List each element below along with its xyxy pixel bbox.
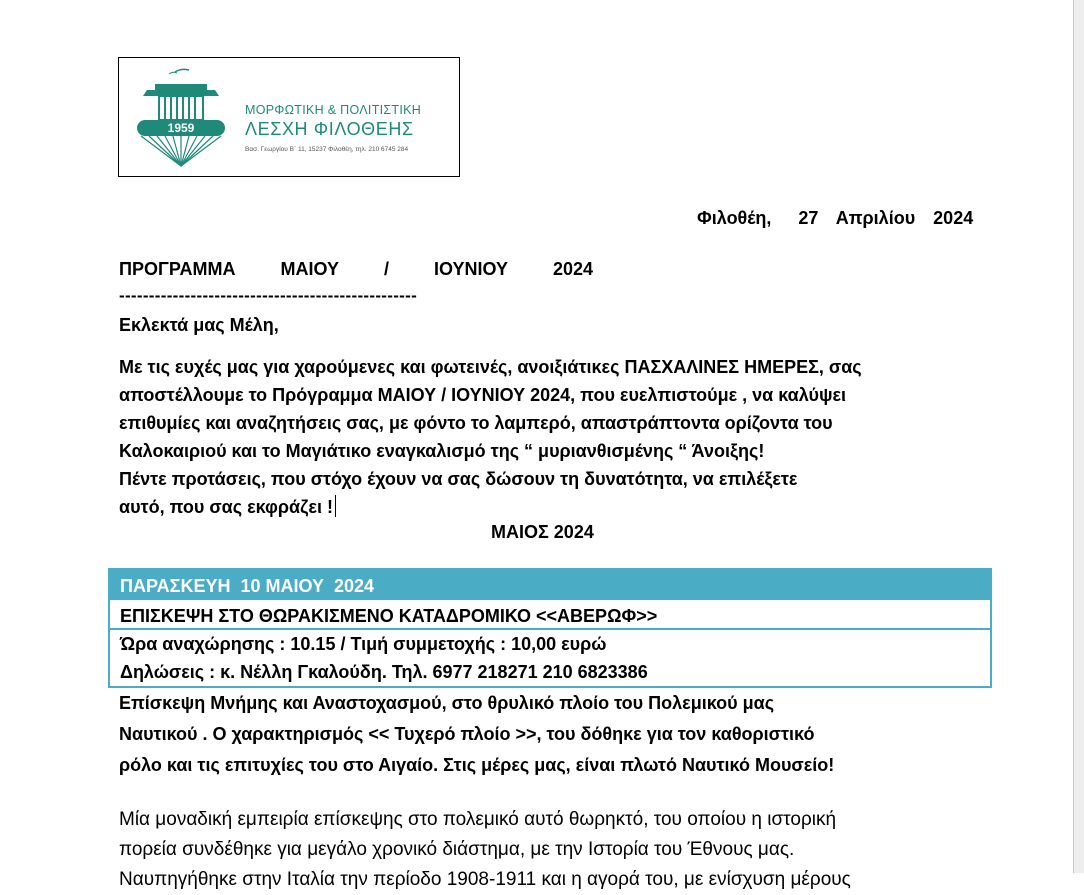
date-line: Φιλοθέη, 27 Απριλίου 2024 — [697, 208, 974, 228]
body-line: πορεία συνδέθηκε για μεγάλο χρονικό διάστημα, με την Ιστορία του Έθνους μας. — [119, 839, 795, 860]
text-cursor — [335, 495, 336, 517]
intro-line: Με τις ευχές μας για χαρούμενες και φωτεινές, ανοιξιάτικες ΠΑΣΧΑΛΙΝΕΣ ΗΜΕΡΕΣ, σας — [119, 357, 862, 377]
event-description — [119, 688, 834, 781]
description-line: Ναυτικού . Ο χαρακτηρισμός << Τυχερό πλοίο >>, του δόθηκε για τον καθοριστικό — [119, 724, 815, 744]
intro-line: επιθυμίες και αναζητήσεις σας, με φόντο το λαμπερό, απαστράπτοντα ορίζοντα του — [119, 413, 833, 433]
event-time-price: Ώρα αναχώρησης : 10.15 / Τιμή συμμετοχής : 10,00 ευρώ — [120, 634, 607, 654]
greeting: Εκλεκτά μας Μέλη, — [119, 315, 279, 335]
event-title: ΕΠΙΣΚΕΨΗ ΣΤΟ ΘΩΡΑΚΙΣΜΕΝΟ ΚΑΤΑΔΡΟΜΙΚΟ <<ΑΒΕΡΩΦ>> — [110, 600, 990, 630]
logo-line2: ΛΕΣΧΗ ΦΙΛΟΘΕΗΣ — [245, 119, 414, 139]
description-line: ρόλο και τις επιτυχίες του στο Αιγαίο. Στις μέρες μας, είναι πλωτό Ναυτικό Μουσείο! — [119, 755, 835, 775]
logo-line1: ΜΟΡΦΩΤΙΚΗ & ΠΟΛΙΤΙΣΤΙΚΗ — [245, 103, 422, 117]
intro-line: αυτό, που σας εκφράζει ! — [119, 497, 333, 517]
intro-last-line — [119, 493, 999, 521]
club-logo — [118, 57, 460, 177]
month-heading: ΜΑΙΟΣ 2024 — [491, 522, 594, 542]
body-paragraph — [119, 805, 851, 895]
club-emblem-icon — [133, 66, 229, 170]
page-edge — [1074, 0, 1084, 873]
body-line: Ναυπηγήθηκε στην Ιταλία την περίοδο 1908-1911 και η αγορά του, με ενίσχυση μέρους — [119, 869, 851, 890]
program-title: ΠΡΟΓΡΑΜΜΑ ΜΑΙΟΥ / ΙΟΥΝΙΟΥ 2024 — [119, 259, 594, 279]
separator-line: -------------------------------------------------- — [119, 286, 418, 305]
event-contact: Δηλώσεις : κ. Νέλλη Γκαλούδη. Τηλ. 6977 218271 210 6823386 — [120, 662, 648, 682]
intro-paragraph — [119, 353, 999, 521]
logo-text — [245, 102, 421, 153]
event-table — [108, 568, 992, 688]
event-date: ΠΑΡΑΣΚΕΥΗ 10 ΜΑΙΟΥ 2024 — [110, 570, 990, 600]
logo-address: Βασ. Γεωργίου Β΄ 11, 15237 Φιλοθέη, τηλ. 210 6745 284 — [245, 146, 409, 153]
logo-year: 1959 — [167, 121, 195, 135]
event-info — [110, 630, 990, 686]
intro-line: Πέντε προτάσεις, που στόχο έχουν να σας δώσουν τη δυνατότητα, να επιλέξετε — [119, 469, 798, 489]
intro-line: αποστέλλουμε το Πρόγραμμα ΜΑΙΟΥ / ΙΟΥΝΙΟΥ 2024, που ευελπιστούμε , να καλύψει — [119, 385, 847, 405]
description-line: Επίσκεψη Μνήμης και Αναστοχασμού, στο θρυλικό πλοίο του Πολεμικού μας — [119, 693, 775, 713]
body-line: Μία μοναδική εμπειρία επίσκεψης στο πολεμικό αυτό θωρηκτό, του οποίου η ιστορική — [119, 809, 837, 830]
intro-line: Καλοκαιριού και το Μαγιάτικο εναγκαλισμό της “ μυριανθισμένης “ Άνοιξης! — [119, 441, 765, 461]
